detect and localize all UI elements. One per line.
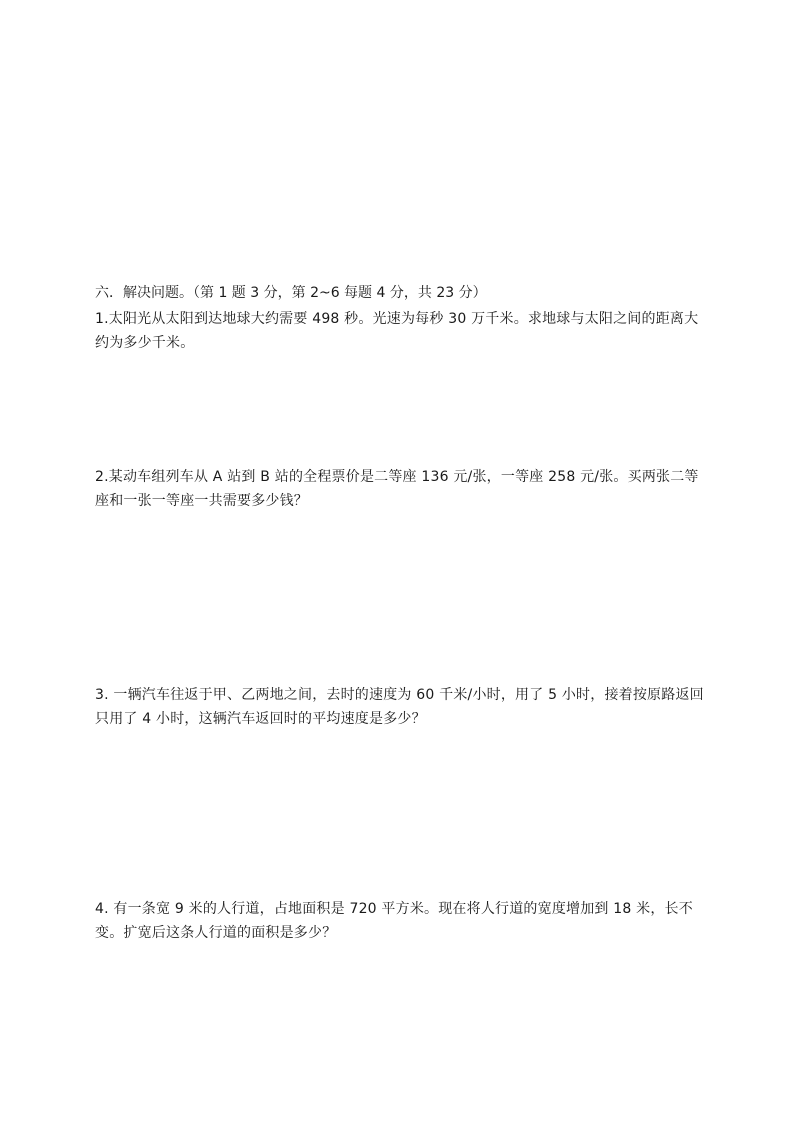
question-1: 1.太阳光从太阳到达地球大约需要 498 秒。光速为每秒 30 万千米。求地球与太阳之间的距离大约为多少千米。 xyxy=(95,311,699,351)
answer-space-3 xyxy=(95,736,705,891)
question-4: 4. 有一条宽 9 米的人行道，占地面积是 720 平方米。现在将人行道的宽度增加到 18 米，长不变。扩宽后这条人行道的面积是多少？ xyxy=(95,901,693,941)
question-2: 2.某动车组列车从 A 站到 B 站的全程票价是二等座 136 元/张，一等座 258 元/张。买两张二等座和一张一等座一共需要多少钱？ xyxy=(95,469,699,509)
answer-space-4 xyxy=(95,950,705,1100)
answer-space-2 xyxy=(95,518,705,678)
answer-space-1 xyxy=(95,360,705,460)
question-3: 3. 一辆汽车往返于甲、乙两地之间，去时的速度为 60 千米/小时，用了 5 小时，接着按原路返回只用了 4 小时，这辆汽车返回时的平均速度是多少？ xyxy=(95,687,704,727)
section-heading: 六．解决问题。（第 1 题 3 分，第 2~6 每题 4 分，共 23 分） xyxy=(95,285,487,301)
